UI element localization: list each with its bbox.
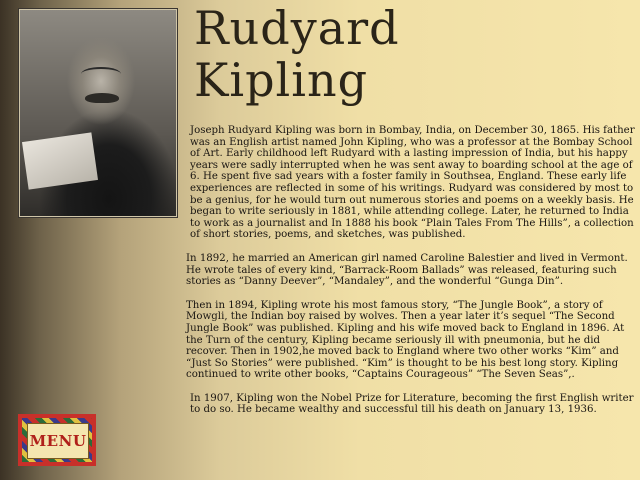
title-line-1: Rudyard [194,1,400,55]
biography-text [186,125,638,428]
menu-button[interactable] [18,414,96,466]
paper-in-photo [22,132,98,189]
mustache-in-photo [85,93,119,103]
menu-button-label[interactable]: MENU [29,432,87,450]
menu-button-face[interactable] [27,423,89,459]
title-line-2: Kipling [194,53,369,107]
portrait-photo [18,8,178,218]
glasses-in-photo [81,67,121,81]
bio-paragraph-2: In 1892, he married an American girl named Caroline Balestier and lived in Vermont. He wrote tales of every kind, “Barrack-Room Ballads” was released, featuring such stories as “Danny Deever”, “Mandaley”, and the wonderful “Gunga Din”. [186,252,628,288]
page-title [194,2,400,106]
bio-paragraph-1: Joseph Rudyard Kipling was born in Bombay, India, on December 30, 1865. His father was an English artist named John Kipling, who was a professor at the Bombay School of Art. Early childhood left Rudyard with a lasting impression of India, but his happy years were sadly interrupted when he was sent away to boarding school at the age of 6. He spent five sad years with a foster family in Southsea, England. These early life experiences are reflected in some of his writings. Rudyard was considered by most to be a genius, for he would turn out numerous stories and poems on a weekly basis. He began to write seriously in 1881, while attending college. Later, he returned to India to work as a journalist and In 1888 his book “Plain Tales From The Hills”, a collection of short stories, poems, and sketches, was published. [190,125,635,241]
bio-paragraph-3: Then in 1894, Kipling wrote his most famous story, “The Jungle Book”, a story of Mowgli, the Indian boy raised by wolves. Then a year later it’s sequel “The Second Jungle Book” was published. Kipling and his wife moved back to England in 1896. At the Turn of the century, Kipling became seriously ill with pneumonia, but he did recover. Then in 1902,he moved back to England where two other works “Kim” and “Just So Stories” were published. “Kim” is thought to be his best long story. Kipling continued to write other books, “Captains Courageous” “The Seven Seas”,. [186,299,625,381]
bio-paragraph-4: In 1907, Kipling won the Nobel Prize for Literature, becoming the first English writer to do so. He became wealthy and successful till his death on January 13, 1936. [190,392,634,416]
